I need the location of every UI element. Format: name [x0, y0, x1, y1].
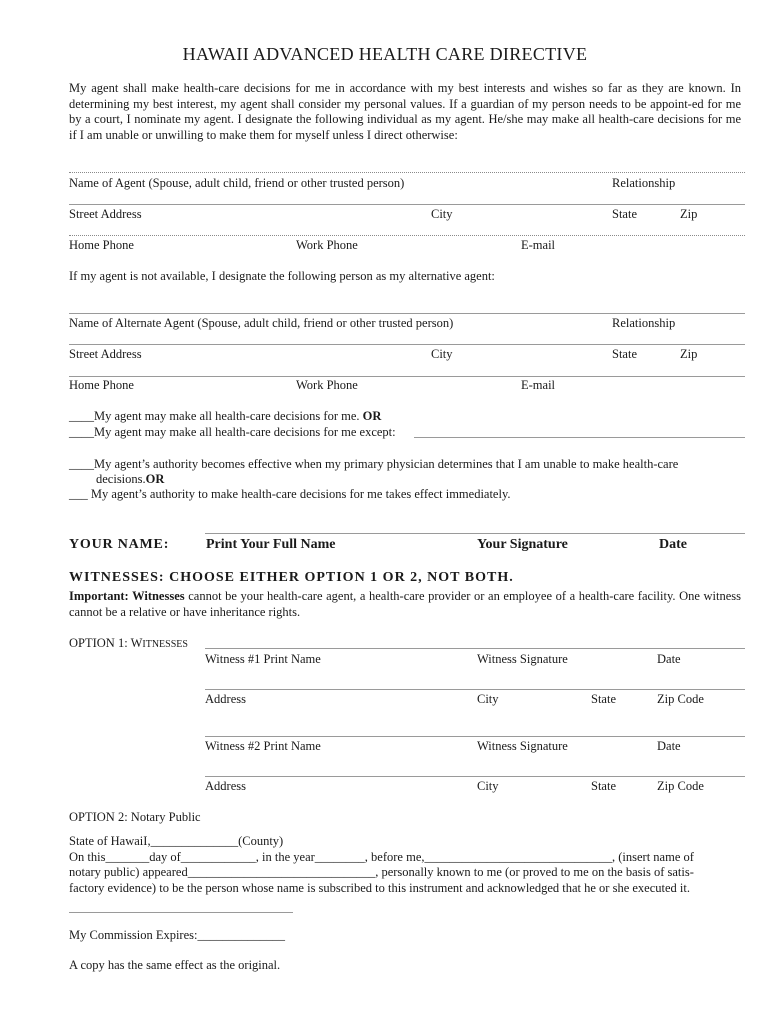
- agent-name-line[interactable]: [69, 172, 745, 173]
- notary-evidence-line: factory evidence) to be the person whose name is subscribed to this instrument and acknowledged that he or she executed it.: [69, 881, 690, 895]
- alternate-street-label: Street Address: [69, 347, 142, 361]
- choice-all-blank[interactable]: ____: [69, 409, 94, 423]
- alternate-city-label: City: [431, 347, 453, 361]
- witness2-city-label: City: [477, 779, 499, 793]
- choice-authority-physician: [69, 457, 678, 472]
- option1-label-a: OPTION 1: W: [69, 636, 143, 650]
- witness2-signature-label: Witness Signature: [477, 739, 568, 753]
- witness1-zip-label: Zip Code: [657, 692, 704, 706]
- alternate-phone-line[interactable]: [69, 376, 745, 377]
- notary-appeared-line: notary public) appeared______________________________, personally known to me (or proved to me on the basis of satis-: [69, 865, 694, 879]
- witness1-city-label: City: [477, 692, 499, 706]
- alternate-name-line[interactable]: [69, 313, 745, 314]
- alternate-relationship-label: Relationship: [612, 316, 676, 330]
- witness2-zip-label: Zip Code: [657, 779, 704, 793]
- alternate-name-label: Name of Alternate Agent (Spouse, adult child, friend or other trusted person): [69, 316, 454, 330]
- choice-authority-physician-blank[interactable]: ____: [69, 457, 94, 471]
- witnesses-important: [69, 589, 741, 620]
- choice-except: [69, 425, 396, 440]
- option1-label: [69, 636, 188, 651]
- except-line[interactable]: [414, 437, 745, 438]
- commission-expires: My Commission Expires:______________: [69, 928, 285, 942]
- signature-date-label: Date: [659, 537, 687, 552]
- choice-authority-cont-text: decisions.: [96, 472, 146, 486]
- witness1-state-label: State: [591, 692, 616, 706]
- agent-relationship-label: Relationship: [612, 176, 676, 190]
- agent-work-phone-label: Work Phone: [296, 238, 358, 252]
- choice-all-decisions: [69, 409, 381, 424]
- agent-home-phone-label: Home Phone: [69, 238, 134, 252]
- agent-phone-line[interactable]: [69, 235, 745, 236]
- witness2-state-label: State: [591, 779, 616, 793]
- choice-all-text: My agent may make all health-care decisions for me.: [94, 409, 360, 423]
- your-signature-label: Your Signature: [477, 537, 568, 552]
- choice-authority-immediate: [69, 487, 511, 502]
- alternate-state-label: State: [612, 347, 637, 361]
- option1-label-b: ITNESSES: [142, 639, 188, 650]
- witness1-name-label: Witness #1 Print Name: [205, 652, 321, 666]
- choice-except-text: My agent may make all health-care decisions for me except:: [94, 425, 396, 439]
- witnesses-heading: WITNESSES: CHOOSE EITHER OPTION 1 OR 2, NOT BOTH.: [69, 570, 514, 585]
- agent-city-label: City: [431, 207, 453, 221]
- alternate-work-phone-label: Work Phone: [296, 378, 358, 392]
- alternate-email-label: E-mail: [521, 378, 556, 392]
- witness2-name-label: Witness #2 Print Name: [205, 739, 321, 753]
- witness1-address-label: Address: [205, 692, 246, 706]
- page-title: HAWAII ADVANCED HEALTH CARE DIRECTIVE: [182, 44, 588, 64]
- intro-paragraph: My agent shall make health-care decisions for me in accordance with my best interests and wishes so far as they are known. In determining my best interest, my agent shall consider my personal values. If a guardian of my person needs to be appoint-ed for me by a court, I nominate my agent. I designate the following individual as my agent. He/she may make all health-care decisions for me if I am unable or unwilling to make them for myself unless I direct otherwise:: [69, 81, 741, 142]
- witness2-address-line[interactable]: [205, 776, 745, 777]
- choice-or-2: OR: [145, 472, 165, 486]
- witness1-signature-label: Witness Signature: [477, 652, 568, 666]
- choice-authority-immediate-text: My agent’s authority to make health-care decisions for me takes effect immediately.: [90, 487, 511, 501]
- agent-state-label: State: [612, 207, 637, 221]
- witness2-date-label: Date: [657, 739, 681, 753]
- copy-note: A copy has the same effect as the original.: [69, 958, 281, 972]
- notary-date-line: On this_______day of____________, in the year________, before me,______________________________, (insert name of: [69, 850, 694, 864]
- agent-name-label: Name of Agent (Spouse, adult child, friend or other trusted person): [69, 176, 405, 190]
- witness2-name-line[interactable]: [205, 736, 745, 737]
- alternate-zip-label: Zip: [680, 347, 698, 361]
- option2-label: OPTION 2: Notary Public: [69, 810, 201, 824]
- agent-street-label: Street Address: [69, 207, 142, 221]
- print-full-name-label: Print Your Full Name: [206, 537, 336, 552]
- choice-except-blank[interactable]: ____: [69, 425, 94, 439]
- notary-state-line: State of HawaiI,______________(County): [69, 834, 284, 848]
- witness1-name-line[interactable]: [205, 648, 745, 649]
- witness1-address-line[interactable]: [205, 689, 745, 690]
- agent-email-label: E-mail: [521, 238, 556, 252]
- agent-zip-label: Zip: [680, 207, 698, 221]
- agent-address-line[interactable]: [69, 204, 745, 205]
- your-name-label: YOUR NAME:: [69, 537, 170, 552]
- choice-authority-physician-text: My agent’s authority becomes effective when my primary physician determines that I am unable to make health-care: [94, 457, 679, 471]
- witness1-date-label: Date: [657, 652, 681, 666]
- alternate-home-phone-label: Home Phone: [69, 378, 134, 392]
- alternate-address-line[interactable]: [69, 344, 745, 345]
- witness2-address-label: Address: [205, 779, 246, 793]
- choice-or-1: OR: [362, 409, 382, 423]
- signature-line[interactable]: [205, 533, 745, 534]
- choice-authority-immediate-blank[interactable]: ___: [69, 487, 88, 501]
- notary-signature-line[interactable]: [69, 912, 293, 913]
- important-text: cannot be your health-care agent, a health-care provider or an employee of a health-care facility. One witness cannot be a relative or have inheritance rights.: [69, 589, 742, 619]
- choice-authority-physician-cont: [96, 472, 164, 487]
- alternate-intro: If my agent is not available, I designate the following person as my alternative agent:: [69, 269, 495, 283]
- important-label: Important: Witnesses: [69, 589, 185, 603]
